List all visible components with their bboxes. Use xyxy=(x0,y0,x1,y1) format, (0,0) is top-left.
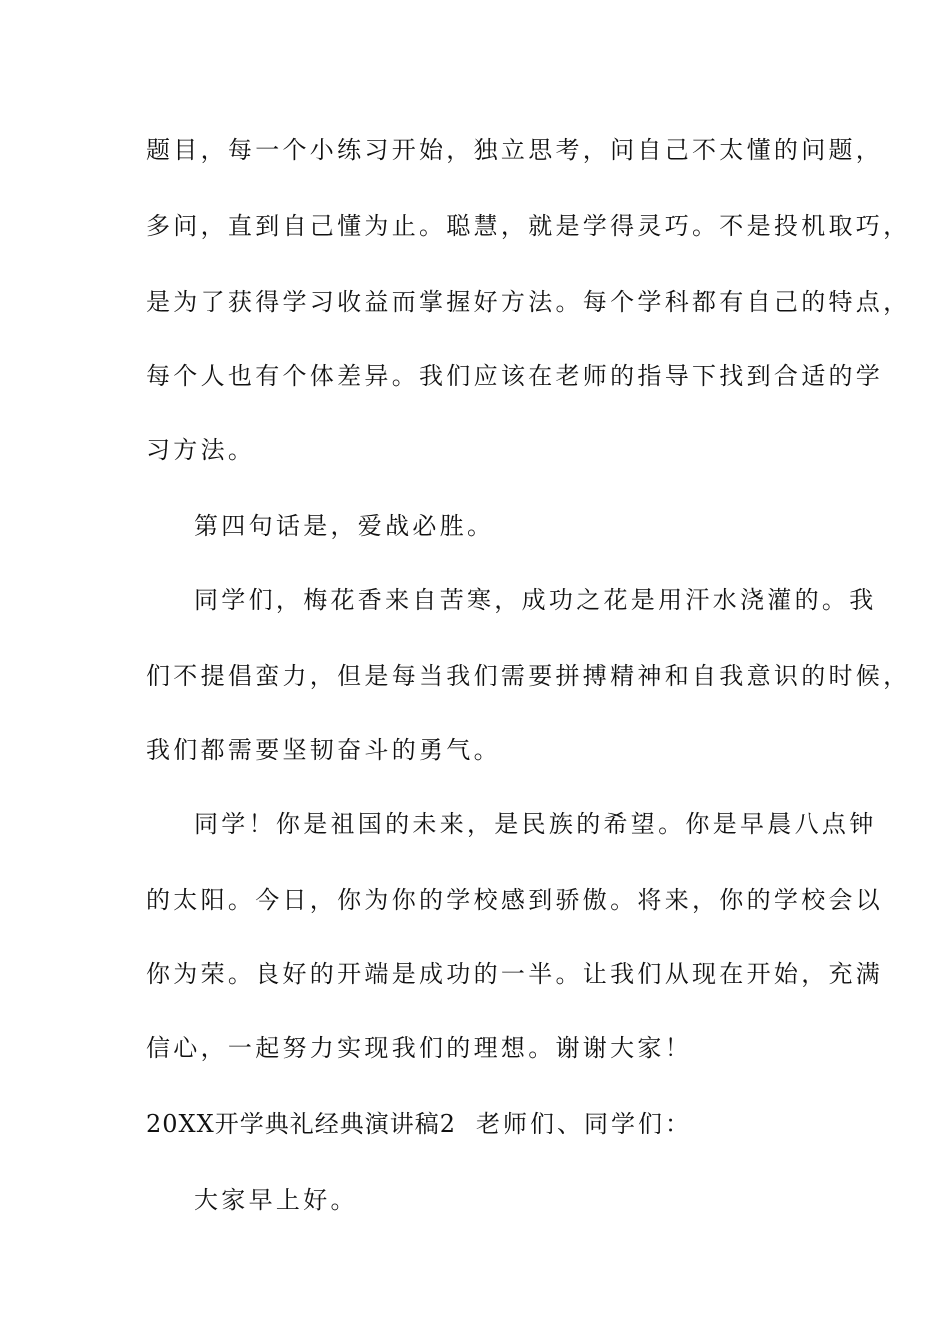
greeting: 大家早上好。 xyxy=(194,1186,358,1214)
paragraph-line: 习方法。 xyxy=(146,436,256,464)
paragraph-line: 多问，直到自己懂为止。聪慧，就是学得灵巧。不是投机取巧， xyxy=(146,212,911,240)
paragraph-line: 同学们，梅花香来自苦寒，成功之花是用汗水浇灌的。我 xyxy=(194,586,877,614)
salutation: 老师们、同学们： xyxy=(476,1110,692,1138)
section-title: 20XX开学典礼经典演讲稿2 xyxy=(146,1110,456,1138)
paragraph-line: 信心，一起努力实现我们的理想。谢谢大家！ xyxy=(146,1034,692,1062)
paragraph-line: 第四句话是，爱战必胜。 xyxy=(194,512,495,540)
paragraph-line: 你为荣。良好的开端是成功的一半。让我们从现在开始，充满 xyxy=(146,960,884,988)
paragraph-line: 们不提倡蛮力，但是每当我们需要拼搏精神和自我意识的时候， xyxy=(146,662,911,690)
paragraph-line: 每个人也有个体差异。我们应该在老师的指导下找到合适的学 xyxy=(146,362,884,390)
paragraph-line: 题目，每一个小练习开始，独立思考，问自己不太懂的问题， xyxy=(146,136,884,164)
paragraph-line: 的太阳。今日，你为你的学校感到骄傲。将来，你的学校会以 xyxy=(146,886,884,914)
paragraph-line: 是为了获得学习收益而掌握好方法。每个学科都有自己的特点， xyxy=(146,288,911,316)
paragraph-line: 同学！你是祖国的未来，是民族的希望。你是早晨八点钟 xyxy=(194,810,877,838)
paragraph-line: 我们都需要坚韧奋斗的勇气。 xyxy=(146,736,501,764)
